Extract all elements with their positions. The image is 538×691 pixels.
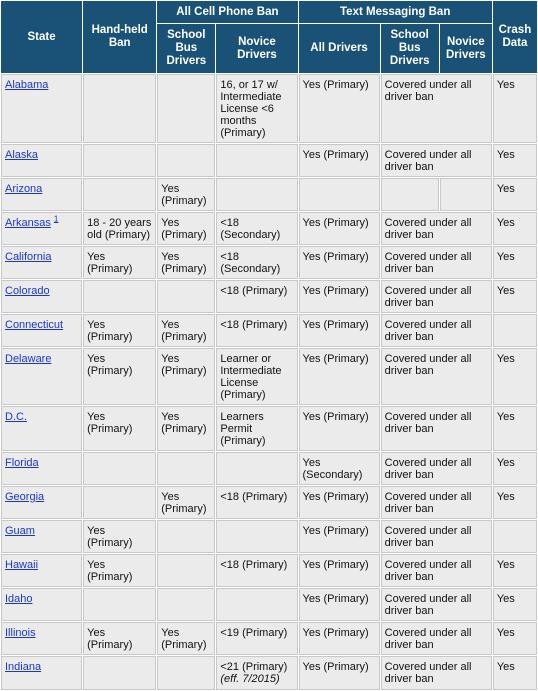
crash-data-cell [493, 452, 537, 485]
text-all-drivers-cell-text: Yes (Primary) [302, 285, 369, 297]
text-school-bus-cell [381, 280, 492, 313]
cell-school-bus-cell [157, 554, 215, 587]
cell-novice-cell [216, 144, 297, 177]
handheld-ban-cell-text: Yes (Primary) [87, 525, 133, 549]
cell-school-bus-cell [157, 212, 215, 245]
cell-novice-cell-text: Learners Permit (Primary) [220, 411, 266, 447]
crash-data-cell-text: Yes [496, 183, 515, 195]
cell-school-bus-cell-text: Yes (Primary) [161, 319, 207, 343]
state-cell [1, 280, 82, 313]
text-school-bus-cell [381, 452, 492, 485]
text-school-bus-cell [381, 406, 492, 451]
cell-school-bus-cell [157, 486, 215, 519]
handheld-ban-cell [83, 144, 156, 177]
crash-data-cell [493, 74, 537, 143]
crash-data-cell-text: Yes [496, 285, 515, 297]
state-cell [1, 588, 82, 621]
cell-novice-cell [216, 246, 297, 279]
handheld-ban-cell [83, 520, 156, 553]
crash-data-cell-text: Yes [496, 457, 515, 469]
text-school-bus-cell-text: Covered under all driver ban [384, 149, 472, 173]
cell-novice-cell-text: 16, or 17 w/ Intermediate License <6 months (Primary) [220, 79, 282, 139]
text-school-bus-cell [381, 520, 492, 553]
cell-school-bus-cell-text: Yes (Primary) [161, 353, 207, 377]
state-link[interactable]: Arizona [5, 183, 43, 195]
crash-data-cell [493, 280, 537, 313]
state-link[interactable]: D.C. [5, 411, 27, 423]
text-all-drivers-cell [299, 520, 380, 553]
crash-data-cell-text: Yes [496, 353, 515, 365]
state-cell [1, 246, 82, 279]
state-cell [1, 554, 82, 587]
crash-data-cell [493, 178, 537, 211]
text-school-bus-cell [381, 144, 492, 177]
header-text-messaging-ban: Text Messaging Ban [299, 1, 492, 23]
cell-novice-cell [216, 452, 297, 485]
handheld-ban-cell [83, 348, 156, 405]
table-row [1, 554, 537, 587]
state-link[interactable]: Indiana [5, 661, 42, 673]
cell-school-bus-cell [157, 348, 215, 405]
cell-novice-cell [216, 622, 297, 655]
cell-novice-cell [216, 74, 297, 143]
table-body [1, 74, 537, 690]
cell-novice-cell [216, 520, 297, 553]
text-all-drivers-cell [299, 588, 380, 621]
table-row [1, 246, 537, 279]
table-row [1, 348, 537, 405]
text-school-bus-cell [381, 486, 492, 519]
cell-novice-cell-text: <18 (Primary) [220, 285, 288, 297]
state-link[interactable]: Alabama [5, 79, 49, 91]
handheld-ban-cell [83, 314, 156, 347]
table-row [1, 144, 537, 177]
crash-data-cell-text: Yes [496, 491, 515, 503]
table-row [1, 520, 537, 553]
text-school-bus-cell [381, 622, 492, 655]
text-school-bus-cell-text: Covered under all driver ban [384, 627, 472, 651]
text-school-bus-cell-text: Covered under all driver ban [384, 661, 472, 685]
state-link[interactable]: Delaware [5, 353, 52, 365]
text-all-drivers-cell-text: Yes (Primary) [302, 559, 369, 571]
state-link[interactable]: Colorado [5, 285, 50, 297]
crash-data-cell-text: Yes [496, 559, 515, 571]
text-school-bus-cell-text: Covered under all driver ban [384, 285, 472, 309]
crash-data-cell-text: Yes [496, 593, 515, 605]
text-all-drivers-cell [299, 246, 380, 279]
text-all-drivers-cell-text: Yes (Primary) [302, 149, 369, 161]
cell-school-bus-cell [157, 656, 215, 690]
text-all-drivers-cell-text: Yes (Primary) [302, 491, 369, 503]
handheld-ban-cell [83, 656, 156, 690]
state-cell [1, 452, 82, 485]
table-row [1, 178, 537, 211]
cell-school-bus-cell [157, 622, 215, 655]
text-all-drivers-cell [299, 314, 380, 347]
cell-school-bus-cell [157, 74, 215, 143]
state-cell [1, 74, 82, 143]
text-all-drivers-cell-text: Yes (Primary) [302, 627, 369, 639]
cell-novice-cell [216, 656, 297, 690]
text-school-bus-cell-text: Covered under all driver ban [384, 251, 472, 275]
handheld-ban-cell [83, 246, 156, 279]
text-all-drivers-cell [299, 280, 380, 313]
crash-data-cell-text: Yes [496, 217, 515, 229]
header-text-school-bus-drivers: School Bus Drivers [381, 24, 439, 73]
cell-novice-cell-text: <18 (Primary) [220, 559, 288, 571]
cell-novice-cell [216, 588, 297, 621]
cell-novice-cell [216, 280, 297, 313]
state-cell [1, 144, 82, 177]
crash-data-cell [493, 622, 537, 655]
cell-school-bus-cell [157, 246, 215, 279]
handheld-ban-cell [83, 622, 156, 655]
cell-novice-cell-text: <21 (Primary) [220, 661, 288, 673]
handheld-ban-cell-text: Yes (Primary) [87, 353, 133, 377]
text-school-bus-cell-text: Covered under all driver ban [384, 593, 472, 617]
handheld-ban-cell [83, 486, 156, 519]
crash-data-cell-text: Yes [496, 79, 515, 91]
text-all-drivers-cell [299, 486, 380, 519]
text-school-bus-cell-text: Covered under all driver ban [384, 525, 472, 549]
handheld-ban-cell-text: 18 - 20 years old (Primary) [87, 217, 152, 241]
cell-novice-cell [216, 348, 297, 405]
text-school-bus-cell [381, 314, 492, 347]
text-all-drivers-cell-text: Yes (Primary) [302, 661, 369, 673]
cell-novice-cell [216, 406, 297, 451]
table-row [1, 74, 537, 143]
text-all-drivers-cell [299, 348, 380, 405]
crash-data-cell [493, 588, 537, 621]
text-all-drivers-cell [299, 406, 380, 451]
crash-data-cell-text: Yes [496, 661, 515, 673]
state-link[interactable]: Hawaii [5, 559, 39, 571]
cell-school-bus-cell-text: Yes (Primary) [161, 183, 207, 207]
header-state: State [1, 1, 82, 73]
text-all-drivers-cell-text: Yes (Primary) [302, 411, 369, 423]
footnote-link[interactable]: 1 [53, 214, 59, 224]
handheld-ban-cell [83, 406, 156, 451]
handheld-ban-cell-text: Yes (Primary) [87, 251, 133, 275]
text-all-drivers-cell-text: Yes (Secondary) [302, 457, 363, 481]
table-row [1, 622, 537, 655]
handheld-ban-cell [83, 588, 156, 621]
cell-novice-cell-text: Learner or Intermediate License (Primary) [220, 353, 282, 401]
text-all-drivers-cell-text: Yes (Primary) [302, 251, 369, 263]
table-row [1, 656, 537, 690]
cell-school-bus-cell-text: Yes (Primary) [161, 411, 207, 435]
text-school-bus-cell-text: Covered under all driver ban [384, 457, 472, 481]
crash-data-cell [493, 554, 537, 587]
text-school-bus-cell-text: Covered under all driver ban [384, 353, 472, 377]
crash-data-cell [493, 406, 537, 451]
table-row [1, 314, 537, 347]
cell-school-bus-cell-text: Yes (Primary) [161, 251, 207, 275]
text-school-bus-cell [381, 656, 492, 690]
state-link[interactable]: California [5, 251, 52, 263]
header-text-all-drivers: All Drivers [299, 24, 380, 73]
text-school-bus-cell [381, 212, 492, 245]
text-all-drivers-cell [299, 554, 380, 587]
text-school-bus-cell-text: Covered under all driver ban [384, 411, 472, 435]
cell-novice-cell [216, 554, 297, 587]
state-link[interactable]: Georgia [5, 491, 45, 503]
text-all-drivers-cell-text: Yes (Primary) [302, 525, 369, 537]
crash-data-cell [493, 656, 537, 690]
text-all-drivers-cell-text: Yes (Primary) [302, 79, 369, 91]
table-header [1, 1, 537, 73]
table-row [1, 588, 537, 621]
state-link[interactable]: Illinois [5, 627, 36, 639]
cell-school-bus-cell [157, 520, 215, 553]
header-cell-novice-drivers: Novice Drivers [216, 24, 297, 73]
header-all-cell-phone-ban: All Cell Phone Ban [157, 1, 297, 23]
text-all-drivers-cell-text: Yes (Primary) [302, 593, 369, 605]
text-novice-cell [440, 178, 492, 211]
text-all-drivers-cell [299, 178, 380, 211]
state-cell [1, 212, 82, 245]
handheld-ban-cell [83, 280, 156, 313]
cell-school-bus-cell-text: Yes (Primary) [161, 217, 207, 241]
text-all-drivers-cell [299, 144, 380, 177]
text-all-drivers-cell [299, 452, 380, 485]
cell-novice-cell-text: <18 (Secondary) [220, 217, 281, 241]
handheld-ban-cell [83, 178, 156, 211]
table-row [1, 486, 537, 519]
handheld-ban-cell [83, 452, 156, 485]
state-link[interactable]: Florida [5, 457, 39, 469]
cell-novice-cell-text: <18 (Primary) [220, 319, 288, 331]
cell-school-bus-cell-text: Yes (Primary) [161, 627, 207, 651]
text-school-bus-cell [381, 554, 492, 587]
crash-data-cell-text: Yes [496, 411, 515, 423]
crash-data-cell [493, 314, 537, 347]
cell-school-bus-cell [157, 588, 215, 621]
crash-data-cell [493, 348, 537, 405]
handheld-ban-cell-text: Yes (Primary) [87, 319, 133, 343]
state-cell [1, 348, 82, 405]
cell-school-bus-cell [157, 144, 215, 177]
text-all-drivers-cell-text: Yes (Primary) [302, 319, 369, 331]
text-school-bus-cell [381, 348, 492, 405]
cell-novice-cell [216, 178, 297, 211]
crash-data-cell [493, 520, 537, 553]
crash-data-cell-text: Yes [496, 251, 515, 263]
effective-date-note: (eff. 7/2015) [220, 673, 280, 685]
table-row [1, 452, 537, 485]
crash-data-cell [493, 144, 537, 177]
state-cell [1, 622, 82, 655]
cell-school-bus-cell [157, 280, 215, 313]
cell-novice-cell [216, 212, 297, 245]
cell-novice-cell [216, 486, 297, 519]
handheld-ban-cell [83, 74, 156, 143]
header-handheld-ban: Hand-held Ban [83, 1, 156, 73]
table-row [1, 212, 537, 245]
text-school-bus-cell-text: Covered under all driver ban [384, 491, 472, 515]
text-school-bus-cell [381, 178, 439, 211]
text-school-bus-cell-text: Covered under all driver ban [384, 217, 472, 241]
handheld-ban-cell-text: Yes (Primary) [87, 627, 133, 651]
text-all-drivers-cell [299, 656, 380, 690]
text-all-drivers-cell [299, 74, 380, 143]
cell-school-bus-cell [157, 178, 215, 211]
state-link[interactable]: Arkansas [5, 217, 51, 229]
text-school-bus-cell-text: Covered under all driver ban [384, 319, 472, 343]
cell-novice-cell-text: <18 (Primary) [220, 491, 288, 503]
state-link[interactable]: Idaho [5, 593, 33, 605]
text-school-bus-cell [381, 74, 492, 143]
state-cell [1, 520, 82, 553]
crash-data-cell-text: Yes [496, 627, 515, 639]
crash-data-cell [493, 246, 537, 279]
state-link[interactable]: Alaska [5, 149, 39, 161]
header-cell-school-bus-drivers: School Bus Drivers [157, 24, 215, 73]
handheld-ban-cell-text: Yes (Primary) [87, 411, 133, 435]
crash-data-cell [493, 486, 537, 519]
cell-school-bus-cell [157, 314, 215, 347]
text-all-drivers-cell-text: Yes (Primary) [302, 217, 369, 229]
text-school-bus-cell [381, 246, 492, 279]
table-row [1, 406, 537, 451]
text-all-drivers-cell-text: Yes (Primary) [302, 353, 369, 365]
state-cell [1, 178, 82, 211]
handheld-ban-cell [83, 212, 156, 245]
text-all-drivers-cell [299, 622, 380, 655]
handheld-ban-cell [83, 554, 156, 587]
cell-school-bus-cell-text: Yes (Primary) [161, 491, 207, 515]
table-row [1, 280, 537, 313]
crash-data-cell-text: Yes [496, 149, 515, 161]
state-cell [1, 406, 82, 451]
text-all-drivers-cell [299, 212, 380, 245]
state-cell [1, 656, 82, 690]
state-cell [1, 314, 82, 347]
state-link[interactable]: Connecticut [5, 319, 64, 331]
header-crash-data: Crash Data [493, 1, 537, 73]
text-school-bus-cell-text: Covered under all driver ban [384, 559, 472, 583]
cell-novice-cell-text: <18 (Secondary) [220, 251, 281, 275]
cell-school-bus-cell [157, 406, 215, 451]
cell-novice-cell [216, 314, 297, 347]
header-text-novice-drivers: Novice Drivers [440, 24, 492, 73]
state-cell [1, 486, 82, 519]
cell-novice-cell-text: <19 (Primary) [220, 627, 288, 639]
state-link[interactable]: Guam [5, 525, 35, 537]
handheld-ban-cell-text: Yes (Primary) [87, 559, 133, 583]
crash-data-cell [493, 212, 537, 245]
cell-school-bus-cell [157, 452, 215, 485]
text-school-bus-cell-text: Covered under all driver ban [384, 79, 472, 103]
text-school-bus-cell [381, 588, 492, 621]
